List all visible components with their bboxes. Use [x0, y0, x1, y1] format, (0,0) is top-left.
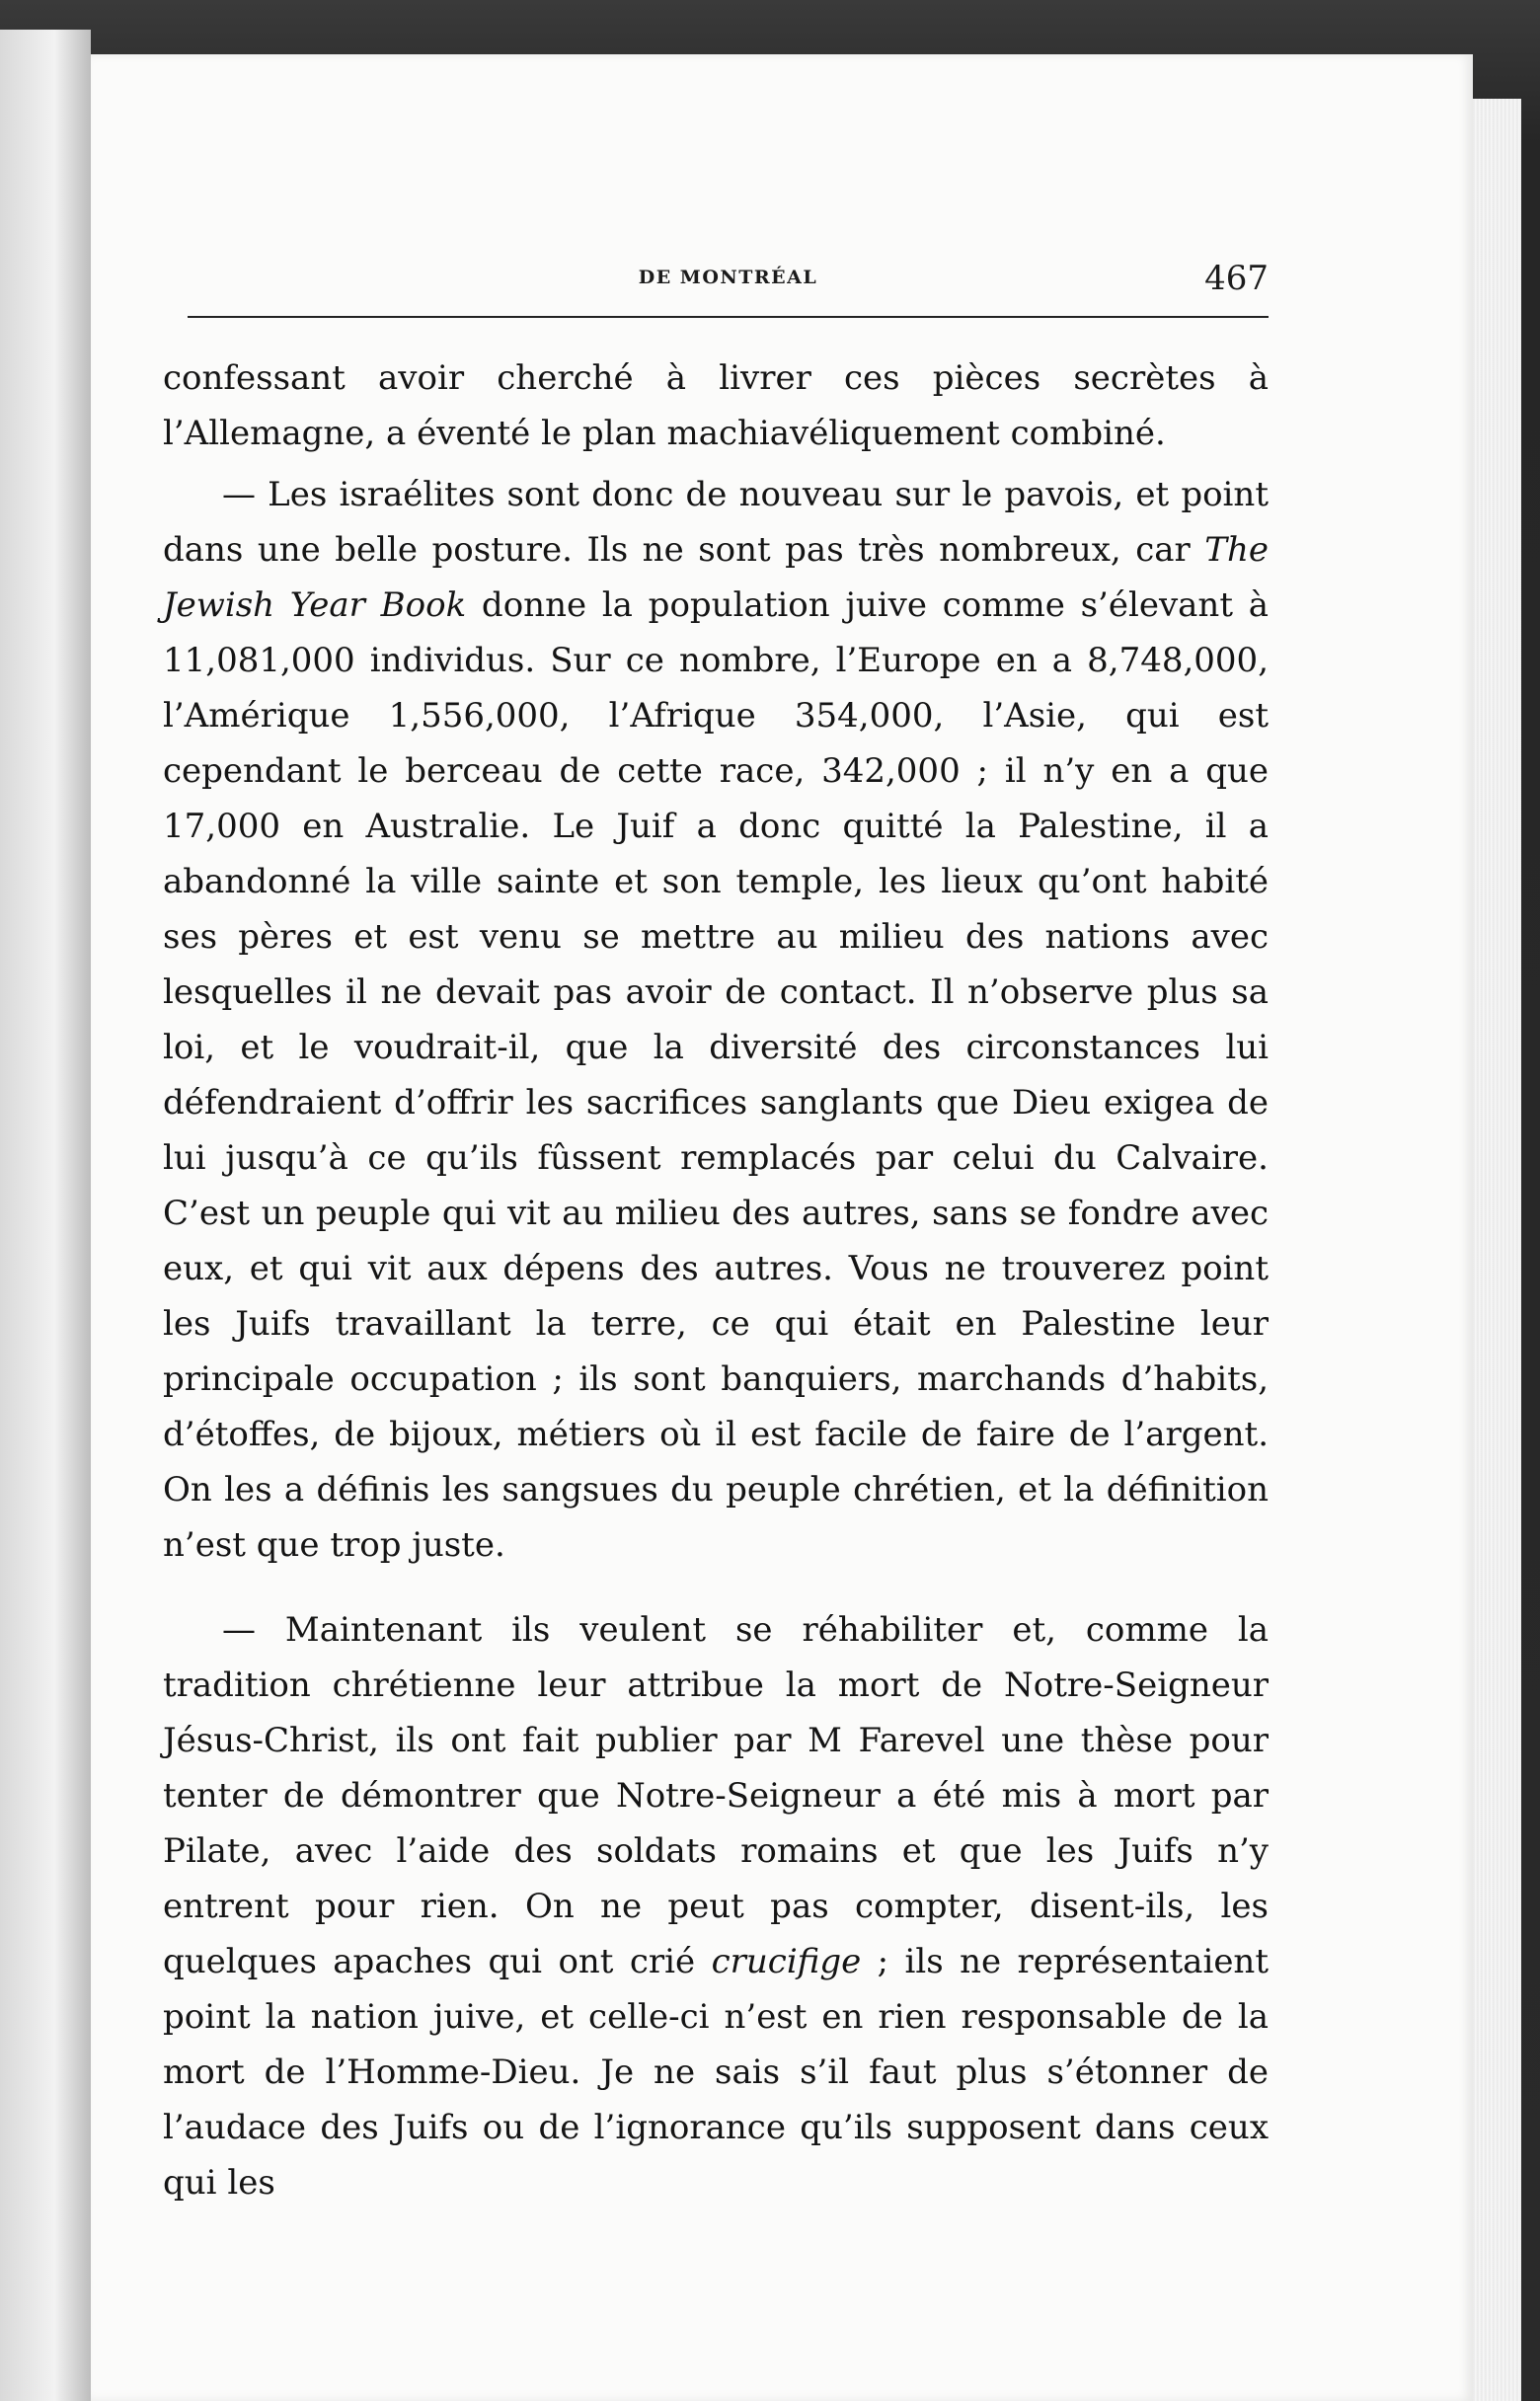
page-number: 467: [1204, 259, 1269, 298]
paragraph-1-text: confessant avoir cherché à livrer ces pièces secrètes à l’Allemagne, a éventé le plan machiavéliquement combiné.: [163, 358, 1269, 453]
paragraph-2: [163, 467, 1269, 1573]
facing-page-edge: [0, 30, 91, 2401]
running-head: DE MONTRÉAL: [638, 267, 818, 288]
paragraph-2-text-end: donne la population juive comme s’élevant à 11,081,000 individus. Sur ce nombre, l’Europe en a 8,748,000, l’Amérique 1,556,000, l’Afrique 354,000, l’Asie, qui est cependant le berceau de cette race, 342,000 ; il n’y en a que 17,000 en Australie. Le Juif a donc quitté la Palestine, il a abandonné la ville sainte et son temple, les lieux qu’ont habité ses pères et est venu se mettre au milieu des nations avec lesquelles il ne devait pas avoir de contact. Il n’observe plus sa loi, et le voudrait-il, que la diversité des circonstances lui défendraient d’offrir les sacrifices sanglants que Dieu exigea de lui jusqu’à ce qu’ils fûssent remplacés par celui du Calvaire. C’est un peuple qui vit au milieu des autres, sans se fondre avec eux, et qui vit aux dépens des autres. Vous ne trouverez point les Juifs travaillant la terre, ce qui était en Palestine leur principale occupation ; ils sont banquiers, marchands d’habits, d’étoffes, de bijoux, métiers où il est facile de faire de l’argent. On les a définis les sangsues du peuple chrétien, et la définition n’est que trop juste.: [163, 585, 1269, 1565]
book-title: The Jewish Year Book: [163, 530, 1269, 625]
paragraph-1: [163, 350, 1269, 461]
paragraph-3-text-start: — Maintenant ils veulent se réhabiliter et, comme la tradition chrétienne leur attribue la mort de Notre-Seigneur Jésus-Christ, ils ont fait publier par M Farevel une thèse pour tenter de démontrer que Notre-Seigneur a été mis à mort par Pilate, avec l’aide des soldats romains et que les Juifs n’y entrent pour rien. On ne peut pas compter, disent-ils, les quelques apaches qui ont crié: [163, 1610, 1269, 1981]
latin-word: crucifige: [711, 1942, 862, 1981]
body-text: [163, 350, 1269, 2216]
paragraph-3-text-end: ; ils ne représentaient point la nation juive, et celle-ci n’est en rien responsable de la mort de l’Homme-Dieu. Je ne sais s’il faut plus s’étonner de l’audace des Juifs ou de l’ignorance qu’ils supposent dans ceux qui les: [163, 1942, 1269, 2203]
paragraph-3: [163, 1602, 1269, 2210]
page-header: [188, 259, 1269, 318]
paragraph-2-text-start: — Les israélites sont donc de nouveau sur le pavois, et point dans une belle posture. Ils ne sont pas très nombreux, car: [163, 475, 1269, 570]
header-rule: [188, 316, 1269, 318]
